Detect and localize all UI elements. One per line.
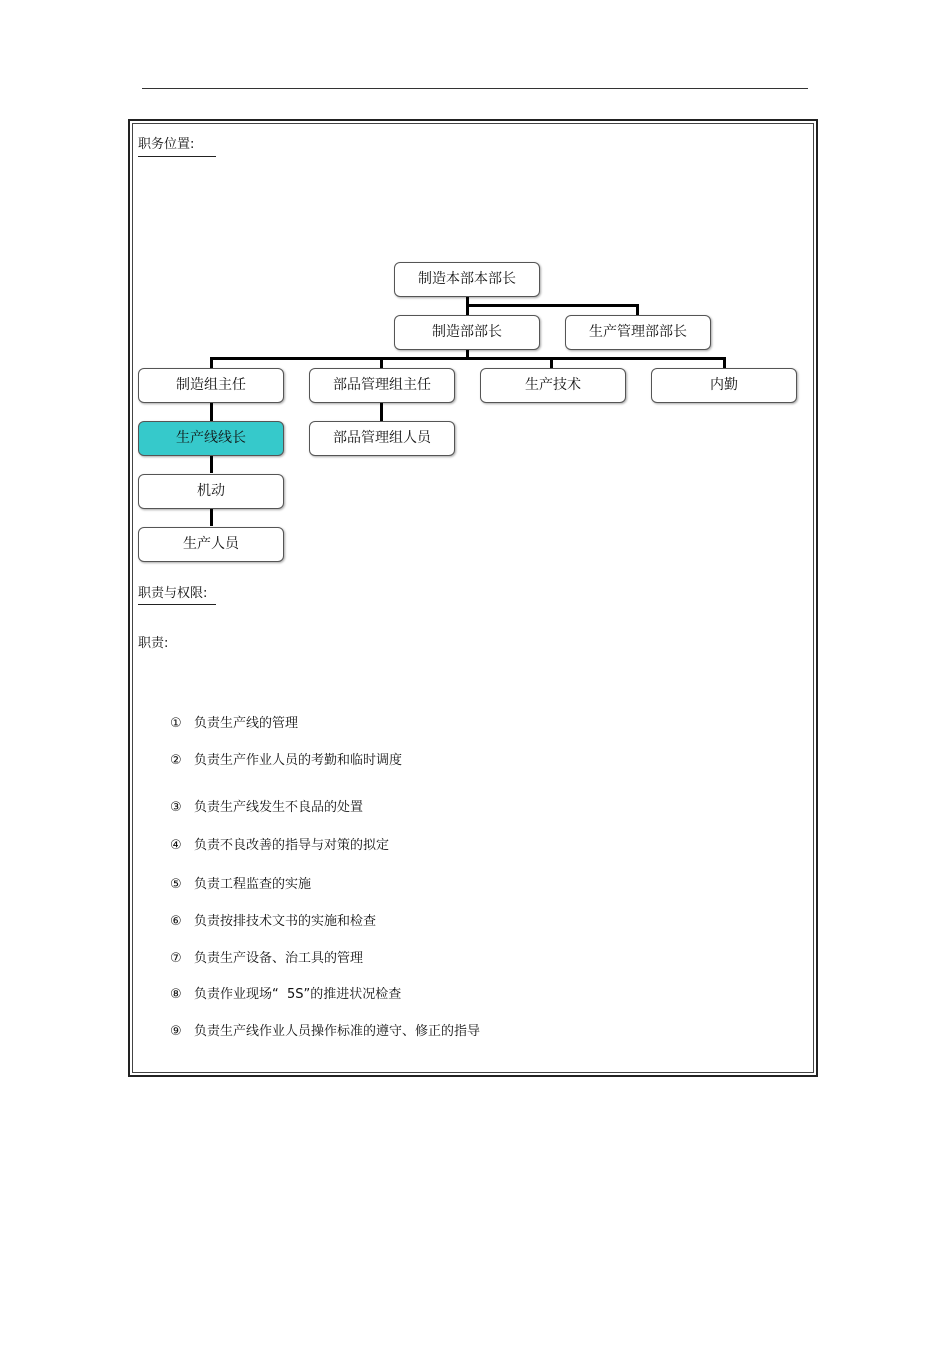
org-box-internal-affairs: 内勤 [651, 368, 797, 403]
responsibility-authority-label: 职责与权限: [138, 586, 208, 601]
connector [210, 509, 213, 526]
duty-number: ② [170, 753, 182, 768]
duty-text: 负责生产线的管理 [194, 716, 299, 731]
org-box-production-line-leader: 生产线线长 [138, 421, 284, 456]
connector [380, 357, 383, 368]
duty-number: ⑤ [170, 877, 182, 892]
org-box-parts-mgmt-group-staff: 部品管理组人员 [309, 421, 455, 456]
duty-text: 负责按排技术文书的实施和检查 [194, 914, 377, 929]
connector [723, 357, 726, 368]
duty-number: ④ [170, 838, 182, 853]
duty-item [170, 914, 376, 930]
org-box-production-mgmt-dept-head: 生产管理部部长 [565, 315, 711, 350]
connector [466, 304, 638, 307]
duty-number: ⑥ [170, 914, 182, 929]
org-box-parts-mgmt-group-leader: 部品管理组主任 [309, 368, 455, 403]
duty-text: 负责作业现场“ 5S”的推进状况检查 [194, 987, 402, 1002]
duty-text: 负责不良改善的指导与对策的拟定 [194, 838, 390, 853]
org-box-manufacturing-dept-head: 制造部部长 [394, 315, 540, 350]
duty-number: ⑨ [170, 1024, 182, 1039]
duty-text: 负责生产线作业人员操作标准的遵守、修正的指导 [194, 1024, 481, 1039]
duty-item [170, 951, 363, 967]
duty-text: 负责生产设备、治工具的管理 [194, 951, 364, 966]
org-box-mobile-staff: 机动 [138, 474, 284, 509]
duties-label: 职责: [138, 636, 169, 651]
duty-item [170, 877, 311, 893]
connector [210, 357, 726, 360]
duty-number: ⑦ [170, 951, 182, 966]
connector [210, 456, 213, 473]
org-box-production-staff: 生产人员 [138, 527, 284, 562]
duty-item [170, 838, 389, 854]
duty-item [170, 800, 363, 816]
header-rule [142, 88, 808, 89]
org-box-production-technology: 生产技术 [480, 368, 626, 403]
position-label: 职务位置: [138, 137, 195, 152]
duty-item [170, 716, 298, 732]
connector [210, 357, 213, 368]
duty-text: 负责生产作业人员的考勤和临时调度 [194, 753, 403, 768]
duty-number: ⑧ [170, 987, 182, 1002]
duty-text: 负责生产线发生不良品的处置 [194, 800, 364, 815]
duty-number: ③ [170, 800, 182, 815]
responsibility-authority-underline [138, 604, 216, 605]
position-label-underline [138, 156, 216, 157]
org-box-head: 制造本部本部长 [394, 262, 540, 297]
duty-text: 负责工程监查的实施 [194, 877, 312, 892]
duty-number: ① [170, 716, 182, 731]
duty-item [170, 753, 402, 769]
connector [550, 357, 553, 368]
duty-item [170, 987, 401, 1003]
connector [636, 304, 639, 315]
connector [380, 403, 383, 421]
duty-item [170, 1024, 480, 1040]
connector [210, 403, 213, 421]
org-box-manufacturing-group-leader: 制造组主任 [138, 368, 284, 403]
